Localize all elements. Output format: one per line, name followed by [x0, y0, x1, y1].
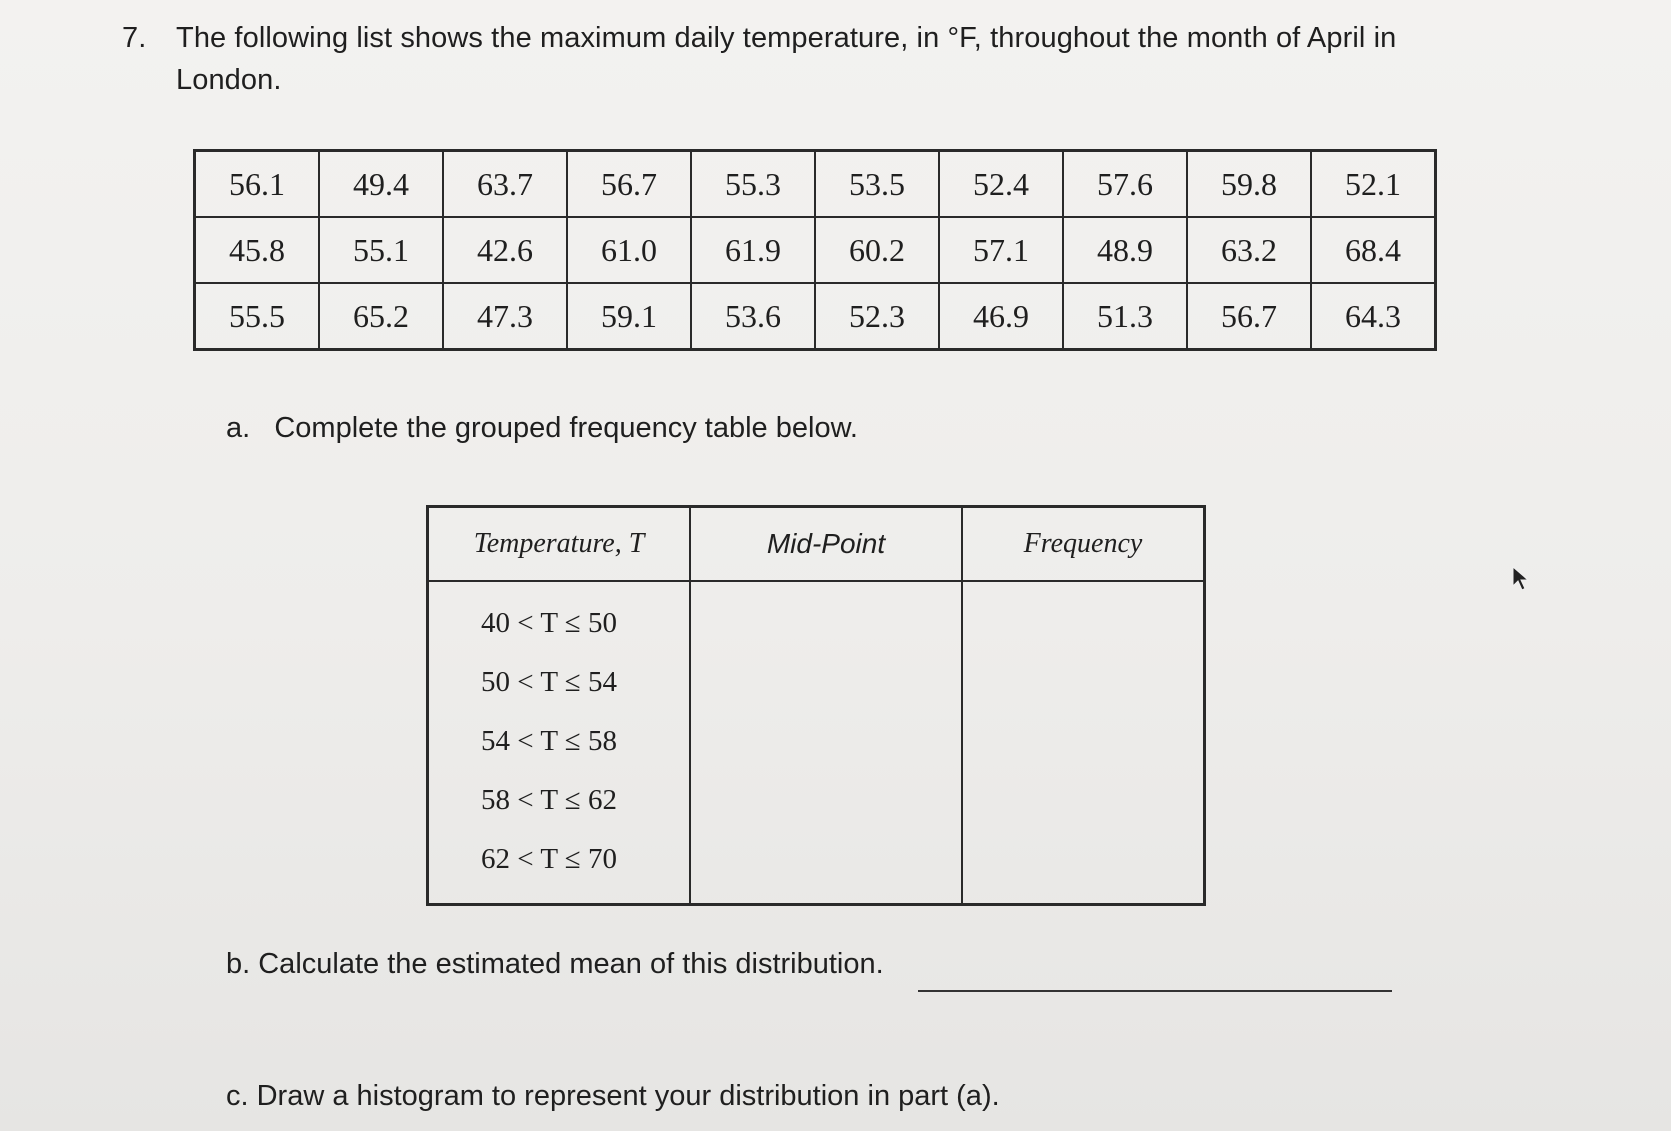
data-cell: 60.2	[815, 217, 939, 283]
data-row	[195, 217, 1436, 283]
data-cell: 56.7	[567, 151, 691, 218]
part-c-question: c. Draw a histogram to represent your distribution in part (a).	[226, 1080, 1000, 1112]
frequency-cell[interactable]	[962, 712, 1205, 771]
data-row	[195, 151, 1436, 218]
temperature-range-cell: 50 < T ≤ 54	[428, 653, 691, 712]
data-cell: 47.3	[443, 283, 567, 350]
table-row	[428, 712, 1205, 771]
data-cell: 59.1	[567, 283, 691, 350]
grouped-frequency-table	[426, 505, 1206, 906]
data-cell: 46.9	[939, 283, 1063, 350]
part-a-instruction	[226, 412, 858, 445]
header-frequency: Frequency	[962, 507, 1205, 582]
midpoint-cell[interactable]	[690, 771, 962, 830]
part-a-text: Complete the grouped frequency table below.	[274, 412, 858, 444]
question-text-line-2: London.	[176, 64, 282, 96]
data-row	[195, 283, 1436, 350]
frequency-table-header-row	[428, 507, 1205, 582]
temperature-range-cell: 58 < T ≤ 62	[428, 771, 691, 830]
header-temperature: Temperature, T	[428, 507, 691, 582]
data-cell: 42.6	[443, 217, 567, 283]
data-cell: 45.8	[195, 217, 320, 283]
header-mid-point: Mid-Point	[690, 507, 962, 582]
temperature-range-cell: 40 < T ≤ 50	[428, 581, 691, 653]
question-text-line-1: The following list shows the maximum daily temperature, in °F, throughout the month of April in	[176, 22, 1397, 54]
data-cell: 52.3	[815, 283, 939, 350]
part-a-label: a.	[226, 412, 251, 444]
question-number: 7.	[122, 22, 147, 54]
mean-answer-line[interactable]	[918, 990, 1392, 992]
data-cell: 51.3	[1063, 283, 1187, 350]
frequency-cell[interactable]	[962, 830, 1205, 905]
frequency-cell[interactable]	[962, 771, 1205, 830]
data-cell: 56.7	[1187, 283, 1311, 350]
data-cell: 52.1	[1311, 151, 1436, 218]
frequency-cell[interactable]	[962, 581, 1205, 653]
data-cell: 52.4	[939, 151, 1063, 218]
frequency-cell[interactable]	[962, 653, 1205, 712]
data-cell: 65.2	[319, 283, 443, 350]
data-cell: 64.3	[1311, 283, 1436, 350]
data-cell: 48.9	[1063, 217, 1187, 283]
temperature-range-cell: 62 < T ≤ 70	[428, 830, 691, 905]
part-b-question: b. Calculate the estimated mean of this distribution.	[226, 948, 884, 980]
data-cell: 53.6	[691, 283, 815, 350]
table-row	[428, 653, 1205, 712]
data-cell: 55.5	[195, 283, 320, 350]
midpoint-cell[interactable]	[690, 712, 962, 771]
data-cell: 63.7	[443, 151, 567, 218]
data-cell: 57.1	[939, 217, 1063, 283]
temperature-data-table	[193, 149, 1437, 351]
table-row	[428, 581, 1205, 653]
temperature-range-cell: 54 < T ≤ 58	[428, 712, 691, 771]
data-cell: 55.3	[691, 151, 815, 218]
table-row	[428, 830, 1205, 905]
data-cell: 68.4	[1311, 217, 1436, 283]
data-cell: 49.4	[319, 151, 443, 218]
data-cell: 63.2	[1187, 217, 1311, 283]
data-cell: 56.1	[195, 151, 320, 218]
mouse-cursor-icon	[1512, 566, 1530, 592]
data-cell: 61.0	[567, 217, 691, 283]
data-cell: 53.5	[815, 151, 939, 218]
table-row	[428, 771, 1205, 830]
midpoint-cell[interactable]	[690, 830, 962, 905]
data-cell: 55.1	[319, 217, 443, 283]
data-cell: 61.9	[691, 217, 815, 283]
midpoint-cell[interactable]	[690, 653, 962, 712]
midpoint-cell[interactable]	[690, 581, 962, 653]
data-cell: 57.6	[1063, 151, 1187, 218]
data-cell: 59.8	[1187, 151, 1311, 218]
